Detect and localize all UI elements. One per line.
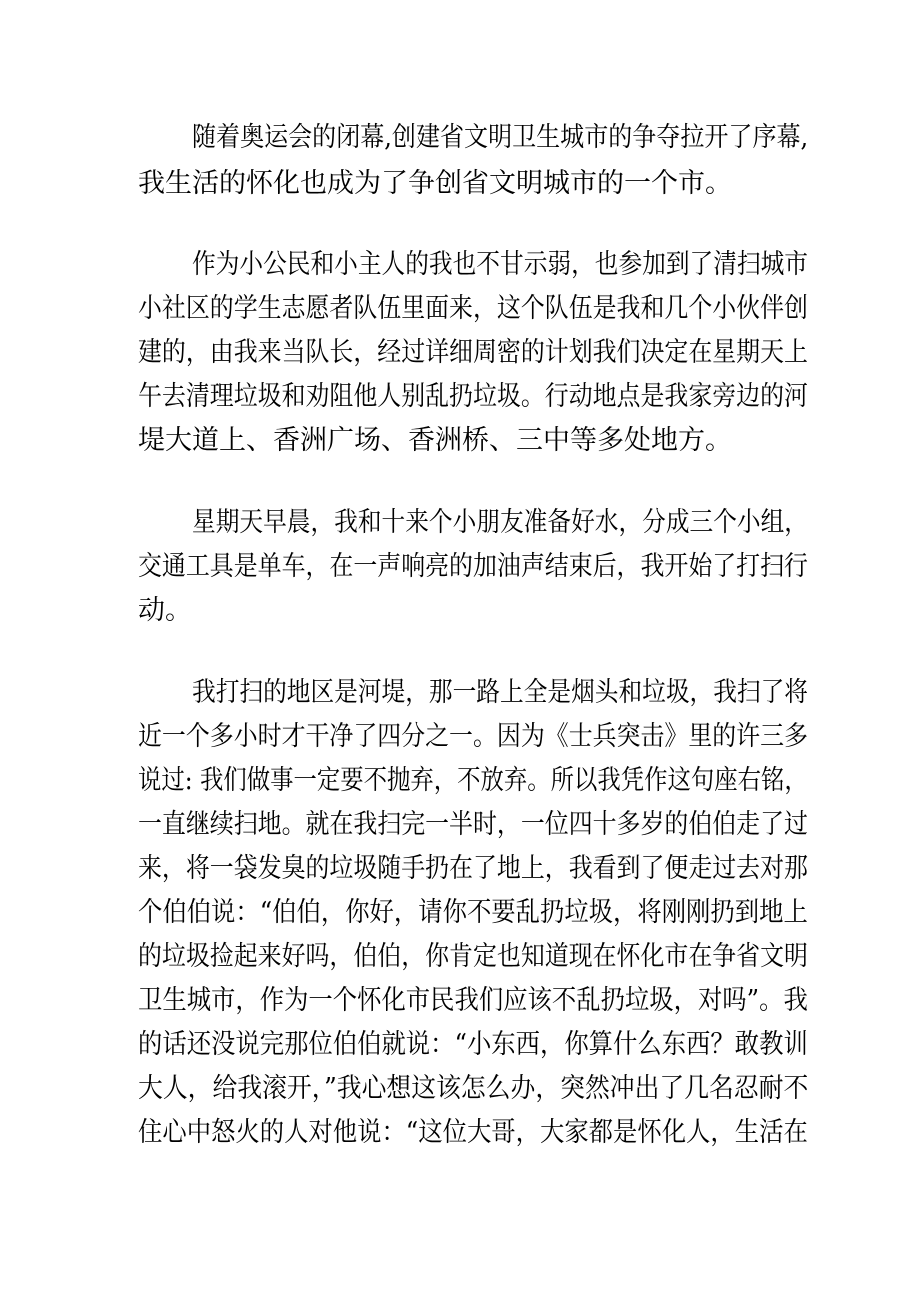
paragraph-line: 动。	[138, 595, 192, 626]
paragraph-line: 一直继续扫地。就在我扫完一半时，一位四十多岁的伯伯走了过	[138, 809, 808, 840]
paragraph-line: 随着奥运会的闭幕,创建省文明卫生城市的争夺拉开了序幕,	[192, 122, 809, 153]
paragraph-line: 个伯伯说：“伯伯，你好，请你不要乱扔垃圾，将刚刚扔到地上	[138, 897, 808, 928]
paragraph-line: 建的，由我来当队长，经过详细周密的计划我们决定在星期天上	[138, 337, 808, 368]
paragraph-line: 的话还没说完那位伯伯就说：“小东西，你算什么东西？敢教训	[138, 1029, 808, 1060]
paragraph-line: 卫生城市，作为一个怀化市民我们应该不乱扔垃圾，对吗”。我	[138, 985, 808, 1016]
paragraph-line: 午去清理垃圾和劝阻他人别乱扔垃圾。行动地点是我家旁边的河	[138, 381, 808, 412]
paragraph-line: 大人，给我滚开，”我心想这该怎么办，突然冲出了几名忍耐不	[138, 1073, 809, 1104]
paragraph-line: 我生活的怀化也成为了争创省文明城市的一个市。	[138, 168, 732, 199]
paragraph-line: 小社区的学生志愿者队伍里面来，这个队伍是我和几个小伙伴创	[138, 293, 808, 324]
paragraph-line: 住心中怒火的人对他说：“这位大哥，大家都是怀化人，生活在	[138, 1117, 808, 1148]
paragraph-line: 交通工具是单车，在一声响亮的加油声结束后，我开始了打扫行	[138, 551, 808, 582]
paragraph-line: 星期天早晨，我和十来个小朋友准备好水，分成三个小组，	[192, 507, 809, 538]
paragraph-line: 我打扫的地区是河堤，那一路上全是烟头和垃圾，我扫了将	[192, 677, 809, 708]
paragraph-line: 的垃圾捡起来好吗，伯伯，你肯定也知道现在怀化市在争省文明	[138, 941, 808, 972]
paragraph-line: 来，将一袋发臭的垃圾随手扔在了地上，我看到了便走过去对那	[138, 853, 808, 884]
paragraph-line: 堤大道上、香洲广场、香洲桥、三中等多处地方。	[138, 425, 732, 456]
paragraph-line: 作为小公民和小主人的我也不甘示弱，也参加到了清扫城市	[192, 249, 809, 280]
paragraph-line: 近一个多小时才干净了四分之一。因为《士兵突击》里的许三多	[138, 721, 808, 752]
paragraph-line: 说过: 我们做事一定要不抛弃，不放弃。所以我凭作这句座右铭，	[138, 765, 808, 796]
